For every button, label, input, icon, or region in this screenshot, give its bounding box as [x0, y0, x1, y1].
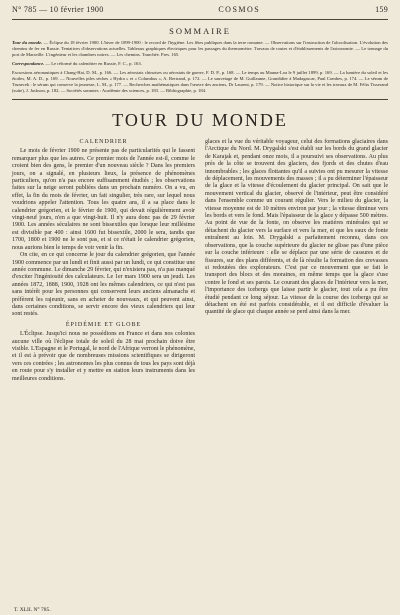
summary-text: Excursions aéronautiques à Chang-Hai, D. M., p. 166. — Les aérostats chinoises ou aérostats de guerre, F. D. P., p. 168. — Le temps au Mauna-Loa le 9 juillet 1899, p. 169. — La lumière du soleil et les étoiles, M. A. D., p. 169. — Nouvelles piles sèches « Hydra » et « Columbus », A. Bertrand, p. 172. — Le sauvetage de M. Guillaume, Grandidier à Madagascar, Paul Combes, p. 174. — Le sérum de Trunecek : le sérum qui conserve la jeunesse, L. M., p. 177. — Recherches mathématiques dans l'œuvre des anciens, Dr Laurent, p. 179. — Notice historique sur la vie et les travaux de M. Félix Tisserand (suite), J. Jackson, p. 182. — Sociétés savantes : Académie des sciences, p. 183. — Bibliographie, p. 184.: [12, 70, 388, 93]
page-number: 159: [375, 5, 388, 14]
subhead-physique: ÉPIDÉMIE ET GLOBE: [65, 321, 142, 328]
journal-title: COSMOS: [218, 5, 261, 14]
article-paragraph: glaces et la vue du véritable voyageur, celui des formations glaciaires dans l'Arctique du Nord. M. Drygalski s'est établi sur les bords du grand glacier de Karajak et, pendant onze mois, il a poursuivi ses observations. Au plus près de la côte se trouvent des glaciers, des fjords et des chutes d'eau innombrables ; les glaces flottantes qu'il a suivies ont pu mesurer la vitesse de déplacement, les mouvements des masses ; il a pu déterminer l'épaisseur de la glace et la vitesse d'écoulement du glacier principal. On sait que le mouvement vertical du glacier, observé de l'intérieur, peut être considéré dans l'ensemble comme un courant régulier. Vers le milieu du glacier, la vitesse moyenne est de 10 mètres environ par jour ; la vitesse diminue vers les bords et vers le fond. Mais l'épaisseur de la glace y dépasse 500 mètres. Au point de vue de la fonte, on observe les matières minérales qui se détachent du glacier vers la surface et vers la mer, et que les eaux de fonte entraînent au loin. M. Drygalski a parfaitement reconnu, dans ces observations, que la couche supérieure du glacier ne glisse pas d'une pièce sur la couche inférieure : elle se déplace par une série de cassures et de fissures, sur des plans différents, et de là résulte la formation des crevasses si redoutées des explorateurs. C'est par ce mouvement que se fait le transport des blocs et des moraines, en même temps que la glace s'use contre le fond et ses parois. Le courant des glaces de l'intérieur vers la mer, l'importance des icebergs que laisse partir le glacier, tout cela a pu être étudié pendant ce long séjour. La vitesse de la course des icebergs qui se détachent en été est parfois considérable, et il est difficile d'évaluer la quantité de glace qui chaque année se perd ainsi dans la mer.: [205, 139, 388, 316]
section-rule: [12, 99, 388, 100]
column-right: [205, 139, 388, 383]
header-rule: [12, 19, 388, 20]
article-columns: [12, 139, 388, 383]
summary-label: Tour du monde.: [12, 40, 43, 45]
article-paragraph: L'Éclipse. Jusqu'ici nous ne possédions en France et dans nos colonies aucune ville où l'éclipse totale de soleil du 28 mai prochain doive être visible. L'Espagne et le Portugal, le nord de l'Afrique verront le phénomène, et il est à prévoir que de nombreuses missions scientifiques se dirigeront vers ces contrées ; les astronomes les plus connus de tous les pays sont déjà en route pour s'y installer et y mettre en station leurs instruments dans les meilleures conditions.: [12, 331, 195, 382]
subhead-calendrier: CALENDRIER: [79, 139, 128, 145]
sommaire-heading: SOMMAIRE: [169, 26, 231, 36]
article-paragraph: Le mois de février 1900 ne présente pas de particularités qui le fassent remarquer plus que les autres. Ce premier mois de l'année est-il, comme le croient bien des gens, le premier d'un nouveau siècle ? Dans les premiers jours, on a signalé, en plusieurs lieux, la présence de phénomènes particuliers, qu'on n'a pas encore suffisamment étudiés ; les observations faites sur la neige seront publiées dans un prochain numéro. On a vu, en effet, la fin du mois de février, un fait singulier, très rare, sur lequel nous voudrions appeler l'attention. Tous les quatre ans, il a sa place dans le calendrier grégorien, et le février de 1900, qui devait régulièrement avoir vingt-neuf jours, n'en a que vingt-huit. Il n'y aura donc pas de 29 février 1900. Les années séculaires ne sont bissextiles que lorsque leur millésime est divisible par 400 : ainsi 1600 fut bissextile, 2000 le sera, tandis que 1700, 1800 et 1900 ne le sont pas, et si ce n'était le calendrier grégorien, nous aurions bien le temps de voir venir la fin.: [12, 148, 195, 251]
article-paragraph: On cite, en ce qui concerne le jour du calendrier grégorien, que l'année 1900 commence par un lundi et finit aussi par un lundi, ce qui constitue une année commune. Le dimanche 29 février, qui n'existera pas, n'a pas manqué d'exciter l'ingéniosité des calculateurs. Le 1er mars 1900 sera un jeudi. Les années 1872, 1888, 1900, 1928 ont les mêmes calendriers, ce qui n'est pas sans intérêt pour les personnes qui conservent leurs anciens almanachs et préfèrent les rajeunir, sans en acheter de nouveaux, et qui peuvent ainsi, dans certaines conditions, se servir encore des vieux calendriers qui leur sont restés.: [12, 252, 195, 318]
column-left: [12, 139, 195, 383]
summary-label: Correspondance.: [12, 61, 45, 66]
running-head: [12, 5, 388, 17]
summary-text: — Éclipse du 18 février 1900. L'hiver de 1899-1900 : le record de l'hygiène. Les fêtes publiques dans la terre romaine. — Observations sur l'instruction de l'alcoolisation. L'évolution des chemins de fer en Russie. Tentatives d'observations actuelles. Tableaux graphiques électriques pour les passages du thermomètre. Travaux de routes et d'établissements de l'astronomie. — Le tonnage du port de Marseille. L'ingénieur et les chambres noires. — Les chemins. Tranchée. Pres. 165.: [12, 40, 388, 57]
summary-paragraph: [12, 61, 388, 67]
summary-paragraph: [12, 70, 388, 94]
sommaire-body: [12, 40, 388, 94]
issue-date: N° 785 — 10 février 1900: [12, 5, 104, 14]
summary-text: — Le réformé du calendrier en Russie, F. C., p. 163.: [45, 61, 142, 66]
summary-paragraph: [12, 40, 388, 58]
volume-footer: T. XLII. N° 785.: [14, 607, 51, 613]
section-title: TOUR DU MONDE: [112, 110, 288, 130]
